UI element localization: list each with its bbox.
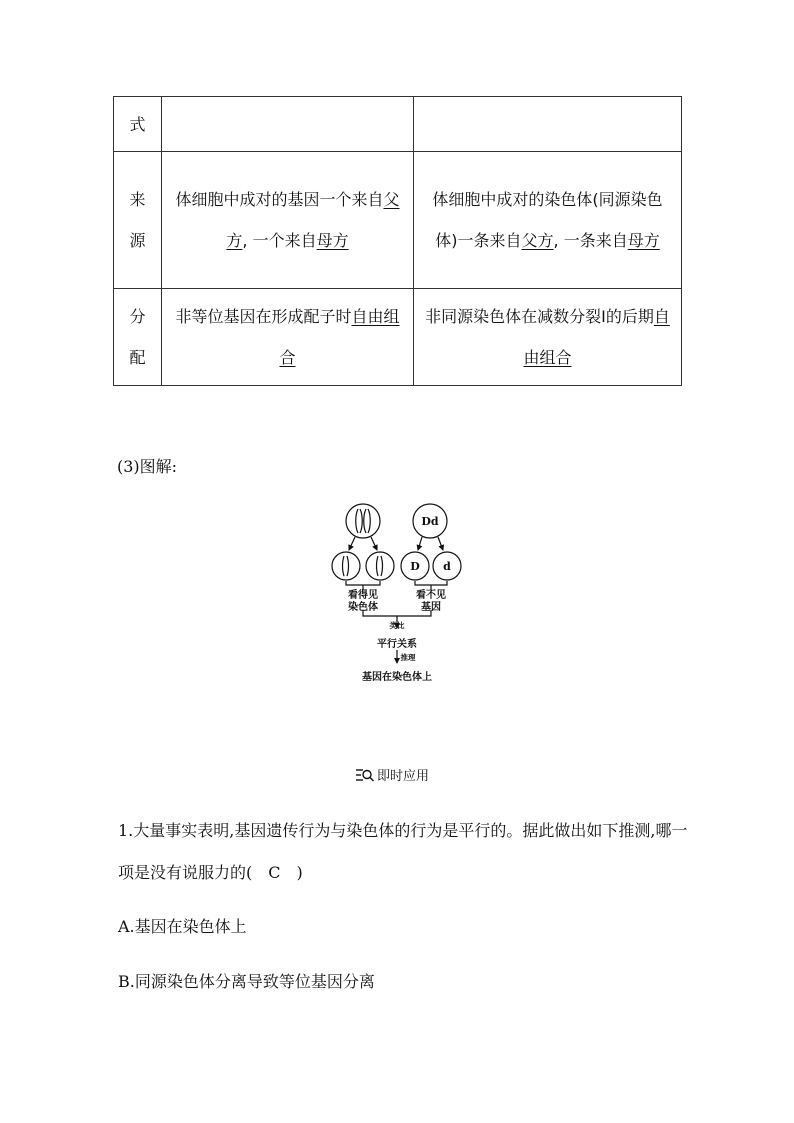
parallel-label: 平行关系 bbox=[377, 639, 417, 650]
cell-icon bbox=[332, 552, 360, 580]
row-label: 来源 bbox=[114, 152, 162, 289]
apply-heading-text: 即时应用 bbox=[377, 769, 430, 784]
seen-label: 看得见 bbox=[348, 590, 378, 601]
genotype-label: Dd bbox=[421, 515, 439, 528]
apply-heading bbox=[355, 765, 429, 784]
search-list-icon bbox=[355, 768, 375, 782]
option-a: A.基因在染色体上 bbox=[118, 917, 247, 936]
section-label: (3)图解: bbox=[117, 457, 178, 476]
allele-label: D bbox=[410, 560, 420, 573]
inference-label: 推理 bbox=[400, 653, 416, 662]
gene-chromosome-diagram bbox=[322, 500, 472, 700]
row-label: 式 bbox=[114, 97, 162, 152]
analogy-label: 类比 bbox=[389, 621, 405, 630]
gene-cell bbox=[162, 97, 414, 152]
table-row bbox=[114, 152, 682, 289]
chromosome-label: 染色体 bbox=[348, 602, 378, 613]
cell-icon bbox=[366, 552, 394, 580]
gene-cell: 非等位基因在形成配子时自由组合 bbox=[162, 289, 414, 386]
conclusion-label: 基因在染色体上 bbox=[362, 672, 432, 683]
chromosome-cell: 非同源染色体在减数分裂Ⅰ的后期自由组合 bbox=[414, 289, 682, 386]
chromosome-cell bbox=[414, 97, 682, 152]
comparison-table bbox=[113, 96, 682, 386]
cell-icon bbox=[346, 504, 380, 538]
row-label: 分配 bbox=[114, 289, 162, 386]
option-b: B.同源染色体分离导致等位基因分离 bbox=[118, 972, 375, 991]
unseen-label: 看不见 bbox=[416, 590, 446, 601]
gene-label: 基因 bbox=[421, 602, 441, 613]
table-row bbox=[114, 289, 682, 386]
question-stem: 1.大量事实表明,基因遗传行为与染色体的行为是平行的。据此做出如下推测,哪一项是没有说服力的( C ) bbox=[118, 821, 688, 882]
allele-label: d bbox=[443, 560, 451, 573]
chromosome-cell: 体细胞中成对的染色体(同源染色体)一条来自父方, 一条来自母方 bbox=[414, 152, 682, 289]
gene-cell: 体细胞中成对的基因一个来自父方, 一个来自母方 bbox=[162, 152, 414, 289]
table-row bbox=[114, 97, 682, 152]
